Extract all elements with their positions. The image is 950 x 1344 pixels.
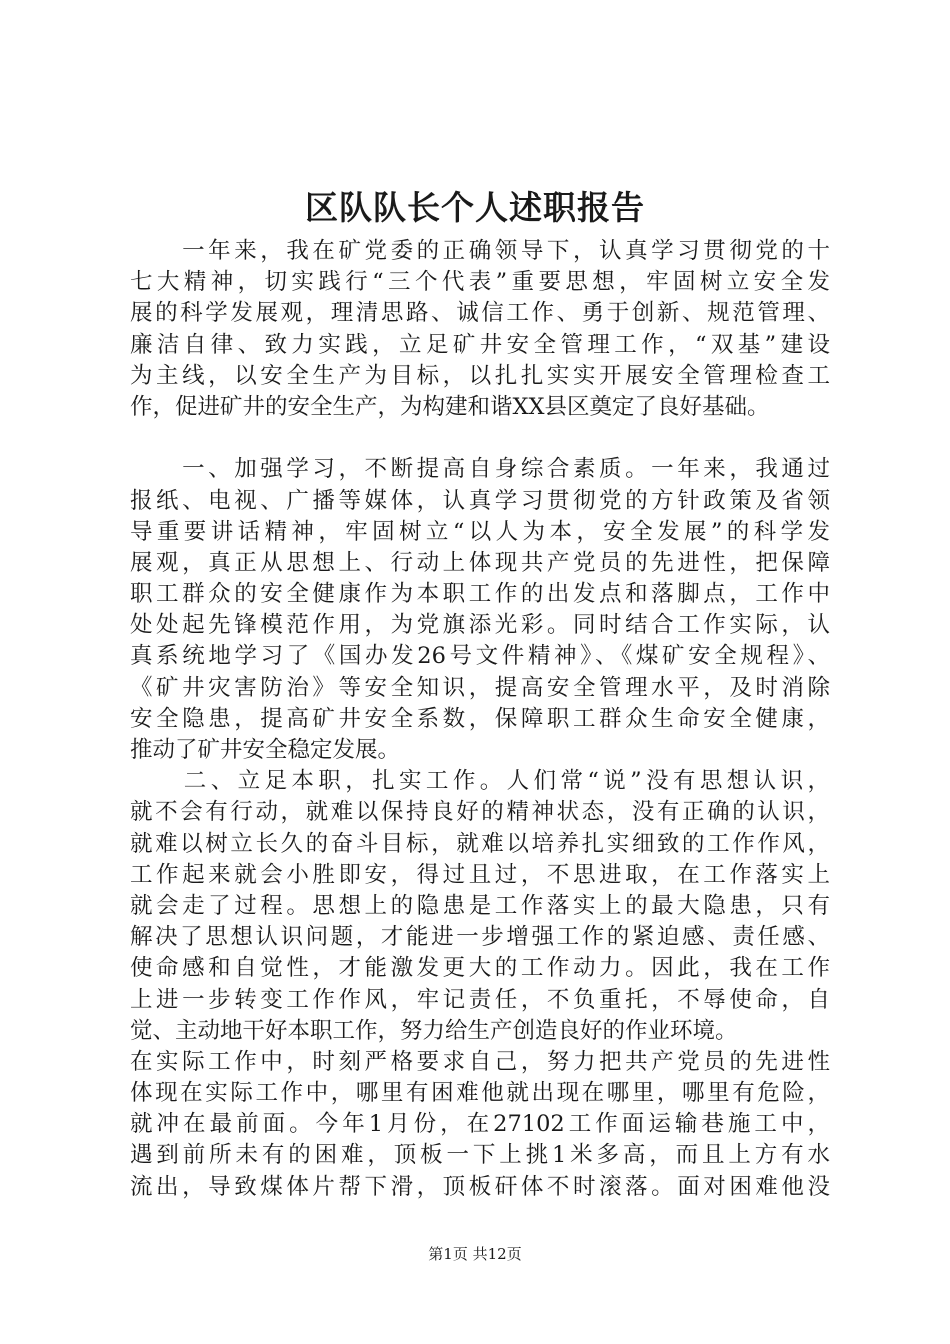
body-text-line: 作，促进矿井的安全生产，为构建和谐XX县区奠定了良好基础。 bbox=[130, 393, 770, 420]
body-text-line: 处处起先锋模范作用，为党旗添光彩。同时结合工作实际，认 bbox=[130, 612, 830, 639]
body-text-line: 导重要讲话精神，牢固树立“以人为本，安全发展”的科学发 bbox=[130, 518, 830, 545]
body-text-line: 真系统地学习了《国办发26号文件精神》、《煤矿安全规程》、 bbox=[130, 643, 830, 670]
body-text-line: 就冲在最前面。今年1月份，在27102工作面运输巷施工中， bbox=[130, 1111, 830, 1138]
body-text-line: 流出，导致煤体片帮下滑，顶板矸体不时滚落。面对困难他没 bbox=[130, 1173, 830, 1200]
body-text-line: 二、立足本职，扎实工作。人们常“说”没有思想认识， bbox=[130, 768, 830, 795]
body-text-line: 廉洁自律、致力实践，立足矿井安全管理工作，“双基”建设 bbox=[130, 331, 830, 358]
body-text-line: 安全隐患，提高矿井安全系数，保障职工群众生命安全健康， bbox=[130, 705, 830, 732]
body-text-line: 推动了矿井安全稳定发展。 bbox=[130, 737, 401, 763]
body-text-line: 体现在实际工作中，哪里有困难他就出现在哪里，哪里有危险， bbox=[130, 1080, 830, 1107]
page-footer: 第1页 共12页 bbox=[428, 1245, 522, 1263]
body-text-line: 工作起来就会小胜即安，得过且过，不思进取，在工作落实上 bbox=[130, 861, 830, 888]
body-text-line: 就会走了过程。思想上的隐患是工作落实上的最大隐患，只有 bbox=[130, 892, 830, 919]
body-text-line: 使命感和自觉性，才能激发更大的工作动力。因此，我在工作 bbox=[130, 955, 830, 982]
body-text-line: 一、加强学习，不断提高自身综合素质。一年来，我通过 bbox=[130, 456, 830, 483]
document-body bbox=[130, 236, 830, 1203]
blank-line bbox=[130, 423, 830, 454]
body-text-line: 上进一步转变工作作风，牢记责任，不负重托，不辱使命，自 bbox=[130, 986, 830, 1013]
body-text-line: 在实际工作中，时刻严格要求自己，努力把共产党员的先进性 bbox=[130, 1048, 830, 1075]
body-text-line: 报纸、电视、广播等媒体，认真学习贯彻党的方针政策及省领 bbox=[130, 487, 830, 514]
body-text-line: 遇到前所未有的困难，顶板一下上挑1米多高，而且上方有水 bbox=[130, 1142, 830, 1169]
body-text-line: 就难以树立长久的奋斗目标，就难以培养扎实细致的工作作风， bbox=[130, 830, 830, 857]
body-text-line: 觉、主动地干好本职工作，努力给生产创造良好的作业环境。 bbox=[130, 1017, 738, 1044]
body-text-line: 就不会有行动，就难以保持良好的精神状态，没有正确的认识， bbox=[130, 799, 830, 826]
body-text-line: 展观，真正从思想上、行动上体现共产党员的先进性，把保障 bbox=[130, 549, 830, 576]
body-text-line: 职工群众的安全健康作为本职工作的出发点和落脚点，工作中 bbox=[130, 581, 830, 608]
body-text-line: 为主线，以安全生产为目标，以扎扎实实开展安全管理检查工 bbox=[130, 362, 830, 389]
body-text-line: 解决了思想认识问题，才能进一步增强工作的紧迫感、责任感、 bbox=[130, 924, 830, 951]
body-text-line: 《矿井灾害防治》等安全知识，提高安全管理水平，及时消除 bbox=[130, 674, 830, 701]
document-title: 区队队长个人述职报告 bbox=[305, 188, 645, 227]
body-text-line: 七大精神，切实践行“三个代表”重要思想，牢固树立安全发 bbox=[130, 269, 830, 296]
body-text-line: 展的科学发展观，理清思路、诚信工作、勇于创新、规范管理、 bbox=[130, 300, 830, 327]
body-text-line: 一年来，我在矿党委的正确领导下，认真学习贯彻党的十 bbox=[130, 238, 830, 264]
